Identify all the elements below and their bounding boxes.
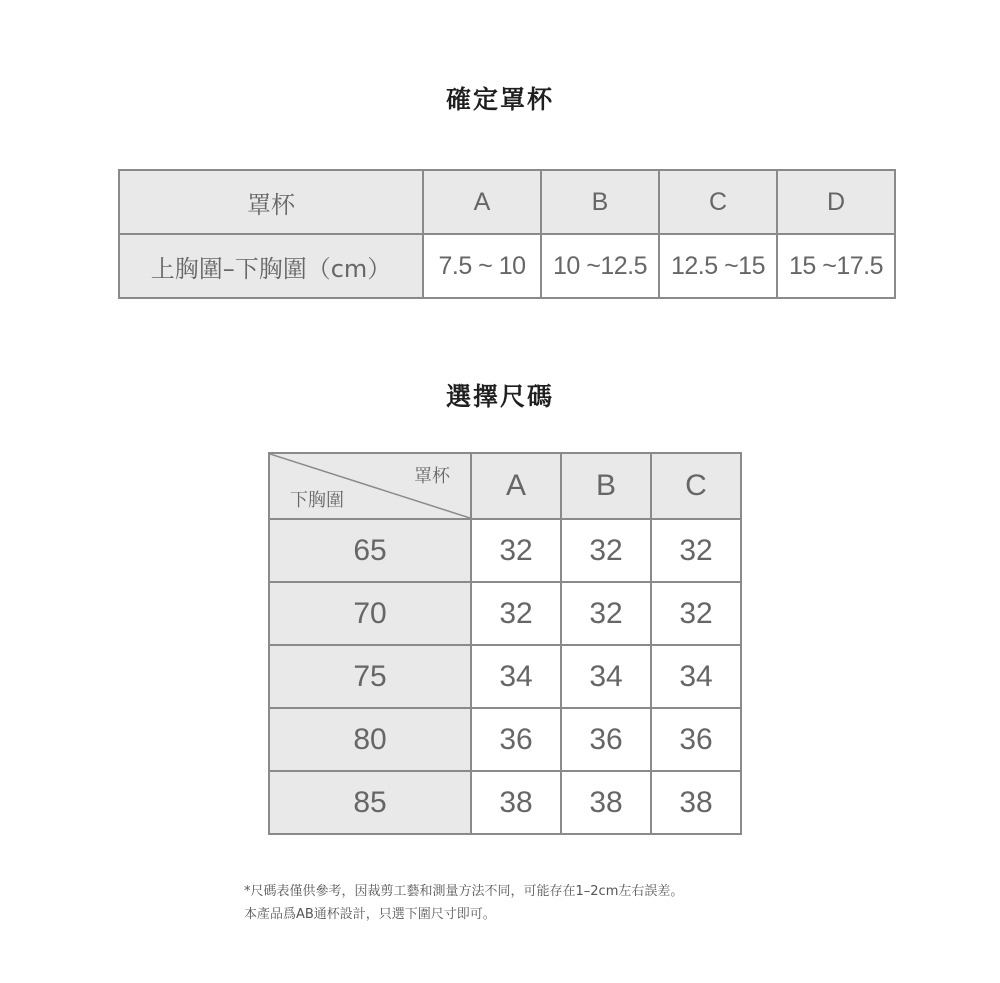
- size-row: [269, 771, 741, 834]
- cup-table: [118, 169, 896, 299]
- cup-section-title: 確定罩杯: [445, 85, 554, 114]
- size-cell: 32: [561, 519, 651, 582]
- size-header-b: B: [561, 453, 651, 519]
- band-cell: 75: [269, 645, 471, 708]
- cup-range-b: 10 ~12.5: [541, 234, 659, 298]
- size-corner-cell: [269, 453, 471, 519]
- cup-header-c: C: [659, 170, 777, 234]
- cup-header-b: B: [541, 170, 659, 234]
- size-row: [269, 519, 741, 582]
- cup-header-label: 罩杯: [119, 170, 423, 234]
- corner-band-label: 下胸圍: [290, 490, 344, 511]
- cup-range-d: 15 ~17.5: [777, 234, 895, 298]
- size-cell: 38: [561, 771, 651, 834]
- size-cell: 34: [651, 645, 741, 708]
- size-cell: 34: [561, 645, 651, 708]
- size-cell: 32: [651, 582, 741, 645]
- size-section-title: 選擇尺碼: [445, 382, 554, 411]
- band-cell: 85: [269, 771, 471, 834]
- size-cell: 34: [471, 645, 561, 708]
- band-only-note: 本產品爲AB通杯設計，只選下圍尺寸即可。: [244, 907, 496, 922]
- size-cell: 36: [651, 708, 741, 771]
- band-cell: 70: [269, 582, 471, 645]
- cup-range-a: 7.5 ~ 10: [423, 234, 541, 298]
- cup-range-label: 上胸圍–下胸圍（cm）: [119, 234, 423, 298]
- size-row: [269, 582, 741, 645]
- size-disclaimer-note: *尺碼表僅供參考，因裁剪工藝和測量方法不同，可能存在1–2cm左右誤差。: [244, 884, 684, 899]
- cup-range-c: 12.5 ~15: [659, 234, 777, 298]
- cup-range-row: [119, 234, 895, 298]
- size-cell: 32: [651, 519, 741, 582]
- size-cell: 36: [561, 708, 651, 771]
- size-row: [269, 708, 741, 771]
- size-header-a: A: [471, 453, 561, 519]
- size-cell: 32: [471, 519, 561, 582]
- size-header-c: C: [651, 453, 741, 519]
- cup-header-d: D: [777, 170, 895, 234]
- band-cell: 80: [269, 708, 471, 771]
- cup-header-row: [119, 170, 895, 234]
- size-cell: 32: [471, 582, 561, 645]
- size-cell: 38: [651, 771, 741, 834]
- size-header-row: [269, 453, 741, 519]
- size-row: [269, 645, 741, 708]
- size-table: [268, 452, 742, 835]
- size-cell: 32: [561, 582, 651, 645]
- size-cell: 36: [471, 708, 561, 771]
- band-cell: 65: [269, 519, 471, 582]
- corner-cup-label: 罩杯: [414, 466, 450, 487]
- cup-header-a: A: [423, 170, 541, 234]
- size-cell: 38: [471, 771, 561, 834]
